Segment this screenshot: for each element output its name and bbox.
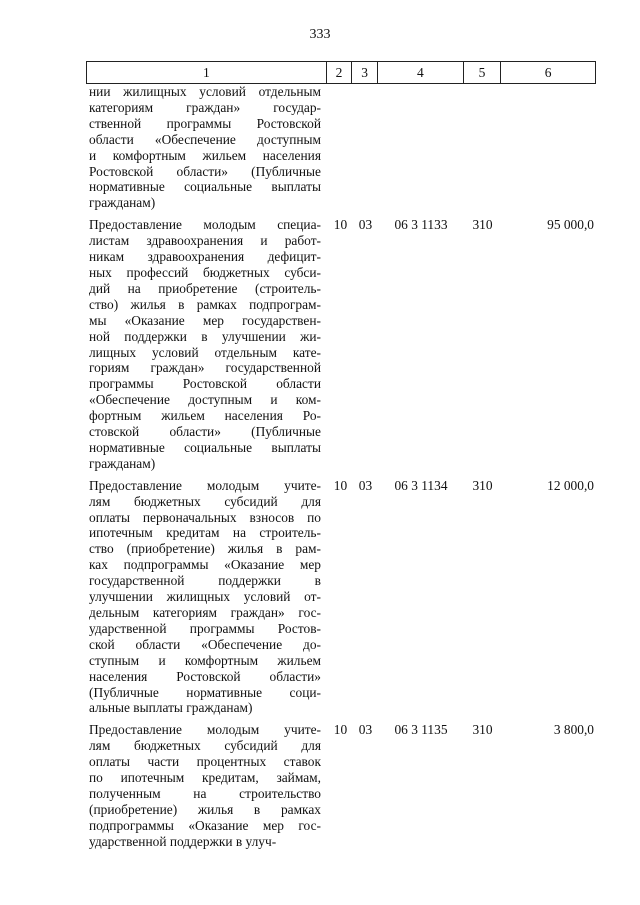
target-article-code xyxy=(378,84,464,211)
description-line: Предоставление молодым специа- xyxy=(89,217,321,233)
description-line: стовской области» (Публичные xyxy=(89,424,321,440)
description-line: ипотечным кредитам на строитель- xyxy=(89,525,321,541)
description-line: лям бюджетных субсидий для xyxy=(89,493,321,509)
description-line: Предоставление молодым учите- xyxy=(89,477,321,493)
amount: 95 000,0 xyxy=(547,217,594,233)
description-line: нии жилищных условий отдельным xyxy=(89,84,321,99)
section-code xyxy=(328,84,353,211)
header-col-1: 1 xyxy=(202,64,210,80)
table-body xyxy=(86,84,596,850)
expense-type-code xyxy=(464,84,501,211)
description-line: ных профессий бюджетных субси- xyxy=(89,264,321,280)
description-line: дий на приобретение (строитель- xyxy=(89,280,321,296)
target-article-code: 06 3 1134 xyxy=(394,477,448,493)
target-article-code: 06 3 1133 xyxy=(394,217,448,233)
table-row xyxy=(86,478,596,717)
subsection-code: 03 xyxy=(358,217,373,233)
description-line: никам здравоохранения дефицит- xyxy=(89,249,321,265)
row-description xyxy=(86,722,328,849)
table-row xyxy=(86,217,596,472)
description-line: мы «Оказание мер государствен- xyxy=(89,312,321,328)
header-col-2: 2 xyxy=(326,62,352,83)
description-line: фортным жильем населения Ро- xyxy=(89,408,321,424)
expense-type-code: 310 xyxy=(472,722,493,738)
subsection-code: 03 xyxy=(358,477,373,493)
description-line: Предоставление молодым учите- xyxy=(89,722,321,738)
description-line: нормативные социальные выплаты xyxy=(89,179,321,195)
table-header-row xyxy=(86,61,596,84)
description-line: (приобретение) жилья в рамках xyxy=(89,801,321,817)
row-description xyxy=(86,217,328,472)
target-article-code: 06 3 1135 xyxy=(394,722,448,738)
expense-type-code: 310 xyxy=(472,477,493,493)
subsection-code xyxy=(353,84,378,211)
description-line: гражданам) xyxy=(89,195,156,211)
description-line: (Публичные нормативные соци- xyxy=(89,684,321,700)
header-col-3: 3 xyxy=(351,62,377,83)
description-line: улучшении жилищных условий от- xyxy=(89,589,321,605)
description-line: ство (приобретение) жилья в рам- xyxy=(89,541,321,557)
table-row xyxy=(86,84,596,211)
description-line: государственной поддержки в xyxy=(89,573,321,589)
description-line: «Обеспечение доступным и ком- xyxy=(89,392,321,408)
description-line: категориям граждан» государ- xyxy=(89,99,321,115)
page-number: 333 xyxy=(309,27,331,42)
header-col-4: 4 xyxy=(377,62,463,83)
section-code: 10 xyxy=(333,722,348,738)
description-line: гориям граждан» государственной xyxy=(89,360,321,376)
row-description xyxy=(86,84,328,211)
description-line: нормативные социальные выплаты xyxy=(89,439,321,455)
description-line: ской области «Обеспечение до- xyxy=(89,636,321,652)
amount: 12 000,0 xyxy=(547,477,594,493)
expense-type-code: 310 xyxy=(472,217,493,233)
amount xyxy=(501,84,596,211)
description-line: ственной программы Ростовской xyxy=(89,115,321,131)
budget-table xyxy=(86,61,596,850)
section-code: 10 xyxy=(333,477,348,493)
description-line: ударственной программы Ростов- xyxy=(89,620,321,636)
description-line: и комфортным жильем населения xyxy=(89,147,321,163)
table-row xyxy=(86,722,596,849)
section-code: 10 xyxy=(333,217,348,233)
description-line: ках подпрограммы «Оказание мер xyxy=(89,557,321,573)
description-line: оплаты первоначальных взносов по xyxy=(89,509,321,525)
description-line: программы Ростовской области xyxy=(89,376,321,392)
subsection-code: 03 xyxy=(358,722,373,738)
description-line: лищных условий отдельным кате- xyxy=(89,344,321,360)
description-line: гражданам) xyxy=(89,455,156,471)
description-line: дельным категориям граждан» гос- xyxy=(89,605,321,620)
description-line: альные выплаты гражданам) xyxy=(89,700,253,716)
description-line: ступным и комфортным жильем xyxy=(89,652,321,668)
description-line: ной поддержки в улучшении жи- xyxy=(89,328,321,344)
description-line: лям бюджетных субсидий для xyxy=(89,738,321,754)
description-line: по ипотечным кредитам, займам, xyxy=(89,770,321,786)
description-line: области «Обеспечение доступным xyxy=(89,131,321,147)
description-line: Ростовской области» (Публичные xyxy=(89,163,321,179)
description-line: подпрограммы «Оказание мер гос- xyxy=(89,817,321,833)
amount: 3 800,0 xyxy=(553,722,594,738)
header-col-5: 5 xyxy=(463,62,500,83)
description-line: ство) жилья в рамках подпрограм- xyxy=(89,296,321,312)
description-line: оплаты части процентных ставок xyxy=(89,754,321,770)
description-line: населения Ростовской области» xyxy=(89,668,321,684)
header-col-6: 6 xyxy=(500,62,595,83)
description-line: полученным на строительство xyxy=(89,785,321,801)
description-line: листам здравоохранения и работ- xyxy=(89,233,321,249)
description-line: ударственной поддержки в улуч- xyxy=(89,833,277,849)
row-description xyxy=(86,478,328,717)
